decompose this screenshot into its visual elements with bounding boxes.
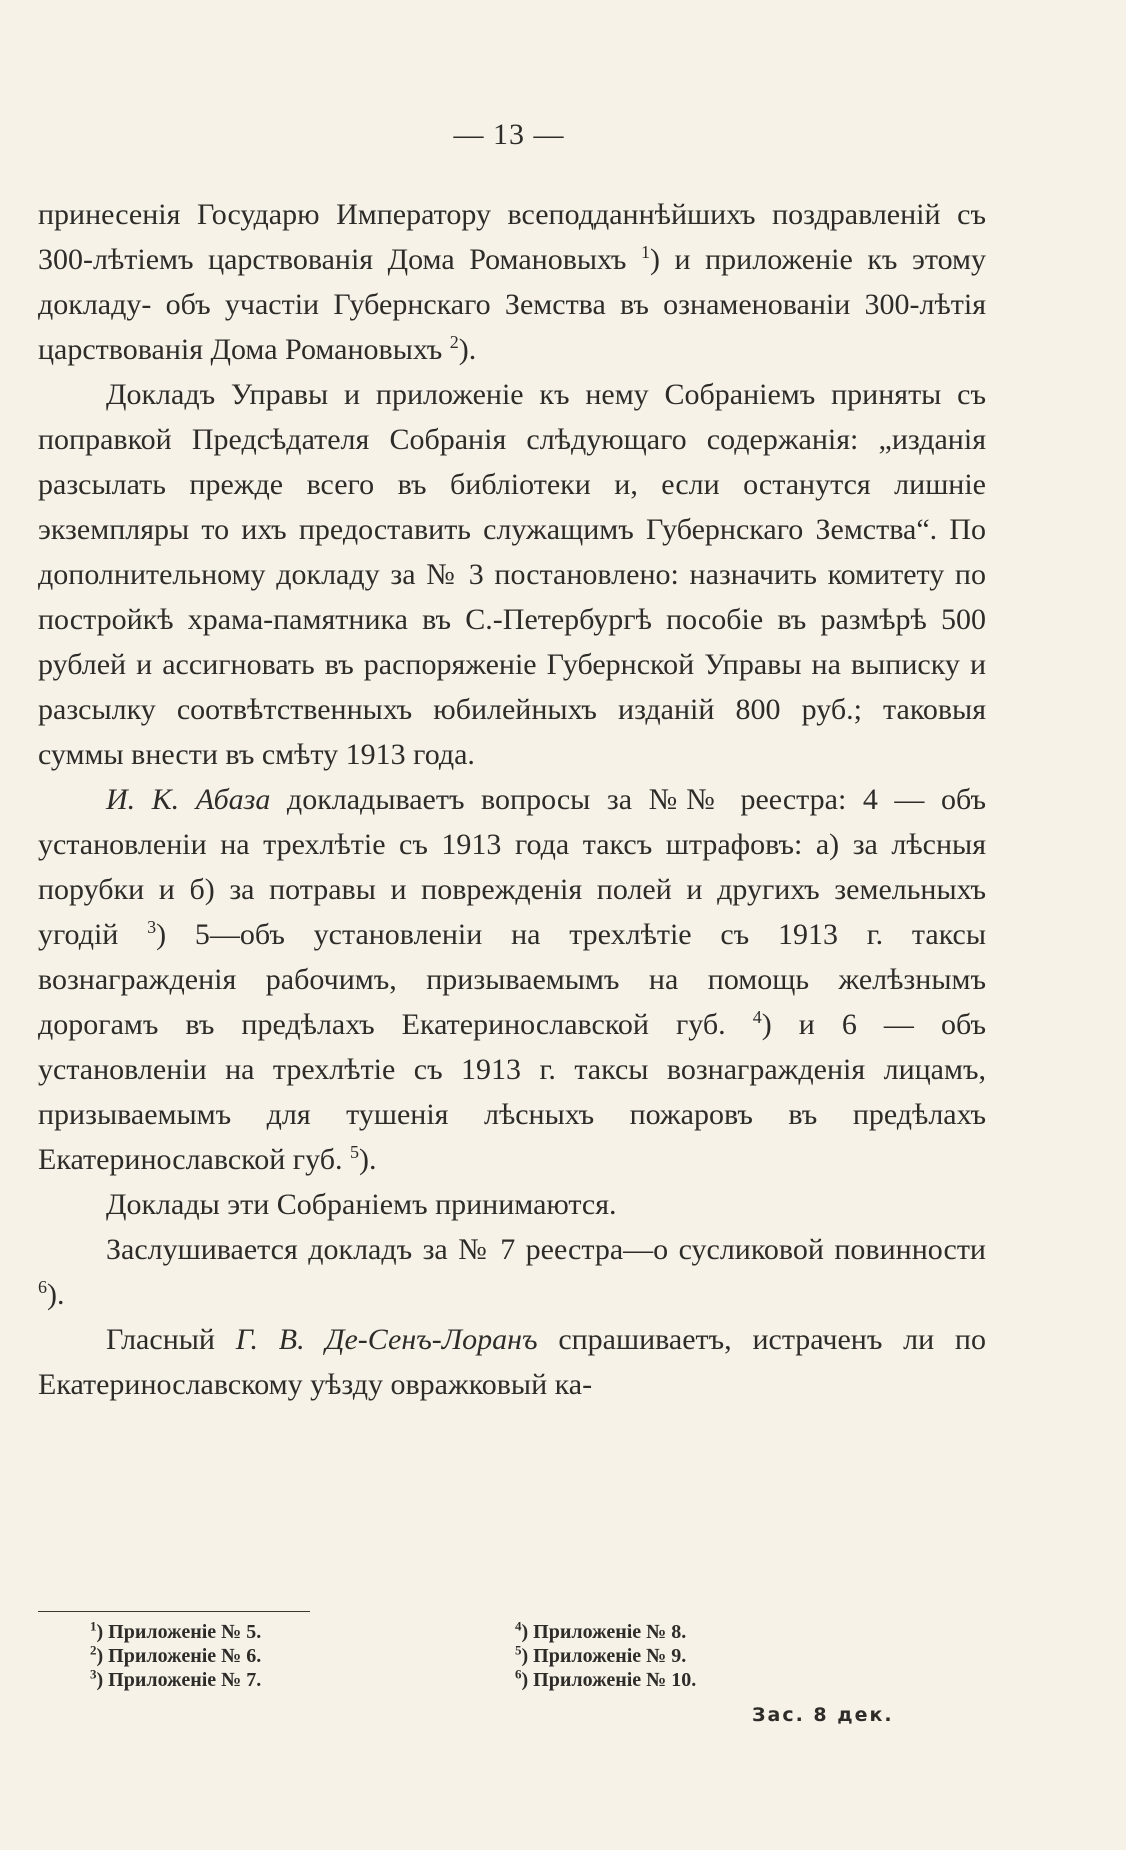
footnote-number: 2 xyxy=(90,1642,97,1658)
body-text xyxy=(38,192,986,1407)
footnote-text: ) Приложеніе № 7. xyxy=(96,1669,262,1691)
text-run: ). xyxy=(358,1143,377,1176)
text-run: докладываетъ вопросы за №№ реестра: 4 — объ установленіи на трехлѣтіе съ 1913 года таксъ штрафовъ: а) за лѣсныя порубки и б) за потравы и поврежденія полей и другихъ земельныхъ угодій xyxy=(38,783,986,951)
text-run: Доклады эти Собраніемъ принимаются. xyxy=(106,1188,617,1221)
paragraph xyxy=(38,1227,986,1317)
speaker-name: Г. В. Де-Сенъ-Лоранъ xyxy=(235,1323,538,1356)
text-run: Докладъ Управы и приложеніе къ нему Собраніемъ приняты съ поправкой Предсѣдателя Собранія слѣдующаго содержанія: „изданія разсылать прежде всего въ библіотеки и, если останутся лишніе экземпляры то ихъ предоставить служащимъ Губернскаго Земства“. По дополнительному докладу за № 3 постановлено: назначить комитету по постройкѣ храма-памятника въ С.-Петербургѣ пособіе въ размѣрѣ 500 рублей и ассигновать въ распоряженіе Губернской Управы на выписку и разсылку соотвѣтственныхъ юбилейныхъ изданій 800 руб.; таковыя суммы внести въ смѣту 1913 года. xyxy=(38,378,986,771)
footnote-text: ) Приложеніе № 9. xyxy=(521,1645,687,1667)
footnote xyxy=(515,1620,940,1644)
paragraph xyxy=(38,1182,986,1227)
footnote-text: ) Приложеніе № 10. xyxy=(521,1669,697,1691)
footnote-divider xyxy=(38,1611,310,1612)
signature-mark: Зас. 8 дек. xyxy=(752,1704,894,1726)
footnote xyxy=(90,1644,515,1668)
footnote-ref: 3 xyxy=(147,917,157,937)
footnote-number: 5 xyxy=(515,1642,522,1658)
footnote-ref: 1 xyxy=(640,242,650,262)
footnote-text: ) Приложеніе № 8. xyxy=(521,1621,687,1643)
footnote-ref: 2 xyxy=(449,332,459,352)
footnote-number: 1 xyxy=(90,1618,97,1634)
footnote-text: ) Приложеніе № 6. xyxy=(96,1645,262,1667)
footnotes-left-column xyxy=(90,1620,515,1692)
text-run: спрашиваетъ, истраченъ ли по Екатеринославскому уѣзду овражковый ка- xyxy=(38,1323,986,1401)
paragraph xyxy=(38,372,986,777)
paragraph xyxy=(38,1317,986,1407)
footnotes xyxy=(90,1620,940,1692)
text-run: Гласный xyxy=(106,1323,236,1356)
text-run: ) и 6 — объ установленіи на трехлѣтіе съ 1913 г. таксы вознагражденія лицамъ, призываемымъ для тушенія лѣсныхъ пожаровъ въ предѣлахъ Екатеринославской губ. xyxy=(38,1008,987,1176)
page-number: — 13 — xyxy=(453,118,565,151)
text-run: ). xyxy=(47,1278,65,1311)
footnote-ref: 4 xyxy=(752,1007,762,1027)
footnotes-right-column xyxy=(515,1620,940,1692)
text-run: ) и приложеніе къ этому докладу- объ участіи Губернскаго Земства въ ознаменованіи 300-лѣтія царствованія Дома Романовыхъ xyxy=(38,243,986,366)
footnote-text: ) Приложеніе № 5. xyxy=(96,1621,262,1643)
text-run: ) 5—объ установленіи на трехлѣтіе съ 1913 г. таксы вознагражденія рабочимъ, призываемымъ на помощь желѣзнымъ дорогамъ въ предѣлахъ Екатеринославской губ. xyxy=(38,918,986,1041)
footnote-ref: 5 xyxy=(349,1142,359,1162)
footnote-number: 6 xyxy=(515,1666,522,1682)
paragraph xyxy=(38,777,986,1182)
paragraph xyxy=(38,192,986,372)
text-run: Заслушивается докладъ за № 7 реестра—о сусликовой повинности xyxy=(106,1233,986,1266)
footnote xyxy=(515,1644,940,1668)
text-run: ). xyxy=(458,333,477,366)
footnote xyxy=(515,1668,940,1692)
text-run: принесенія Государю Императору всеподданнѣйшихъ поздравленій съ 300-лѣтіемъ царствованія Дома Романовыхъ xyxy=(38,198,986,276)
footnote xyxy=(90,1620,515,1644)
footnote-ref: 6 xyxy=(38,1277,47,1297)
footnote xyxy=(90,1668,515,1692)
footnote-number: 4 xyxy=(515,1618,522,1634)
footnote-number: 3 xyxy=(90,1666,97,1682)
speaker-name: И. К. Абаза xyxy=(106,783,271,816)
